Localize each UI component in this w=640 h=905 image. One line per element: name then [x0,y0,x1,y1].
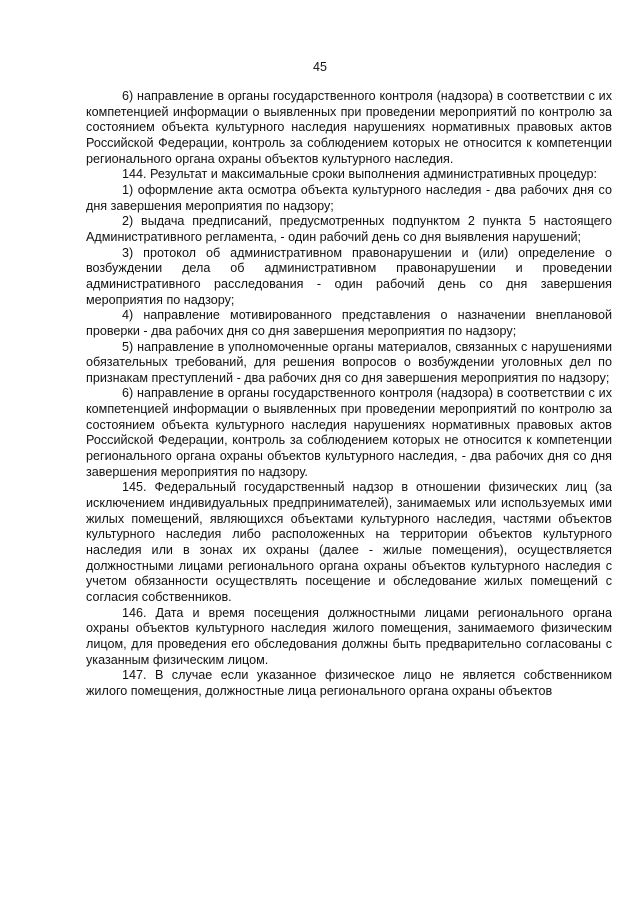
paragraph-144-item-2: 2) выдача предписаний, предусмотренных подпунктом 2 пункта 5 настоящего Административного регламента, - один рабочий день со дня выявления нарушений; [86,214,612,244]
paragraph-144: 144. Результат и максимальные сроки выполнения административных процедур: [122,167,598,182]
page-number: 45 [313,60,327,74]
paragraph-147: 147. В случае если указанное физическое лицо не является собственником жилого помещения, должностные лица регионального органа охраны объектов [86,668,612,698]
paragraph-143-item-6: 6) направление в органы государственного контроля (надзора) в соответствии с их компетенцией информации о выявленных при проведении мероприятий по контролю за состоянием объекта культурного наследия нарушениях нормативных правовых актов Российской Федерации, контроль за соблюдением которых не относится к компетенции регионального органа охраны объектов культурного наследия. [86,89,612,166]
paragraph-144-item-3: 3) протокол об административном правонарушении и (или) определение о возбуждении дела об административном правонарушении и проведении административного расследования - один рабочий день со дня завершения мероприятия по надзору; [86,245,612,307]
paragraph-144-item-6: 6) направление в органы государственного контроля (надзора) в соответствии с их компетенцией информации о выявленных при проведении мероприятий по контролю за состоянием объекта культурного наследия нарушениях нормативных правовых актов Российской Федерации, контроль за соблюдением которых не относится к компетенции регионального органа охраны объектов культурного наследия, - два рабочих дня со дня завершения мероприятия по надзору. [86,386,612,479]
paragraph-144-item-5: 5) направление в уполномоченные органы материалов, связанных с нарушениями обязательных требований, для решения вопросов о возбуждении уголовных дел по признакам преступлений - два рабочих дня со дня завершения мероприятия по надзору; [86,339,612,385]
paragraph-146: 146. Дата и время посещения должностными лицами регионального органа охраны объектов культурного наследия жилого помещения, занимаемого физическим лицом, для проведения его обследования должны быть предварительно согласованы с указанным физическим лицом. [86,605,612,667]
document-body [86,89,612,700]
paragraph-144-item-1: 1) оформление акта осмотра объекта культурного наследия - два рабочих дня со дня завершения мероприятия по надзору; [86,182,612,213]
paragraph-144-item-4: 4) направление мотивированного представления о назначении внеплановой проверки - два рабочих дня со дня завершения мероприятия по надзору; [86,308,612,338]
paragraph-145: 145. Федеральный государственный надзор в отношении физических лиц (за исключением индивидуальных предпринимателей), занимаемых или используемых ими жилых помещений, являющихся объектами культурного наследия, частями объектов культурного наследия либо расположенных на территории объектов культурного наследия или в зонах их охраны (далее - жилые помещения), осуществляется должностными лицами регионального органа охраны объектов культурного наследия с учетом обязанности осуществлять посещение и обследование жилых помещений с согласия собственников. [86,480,612,604]
